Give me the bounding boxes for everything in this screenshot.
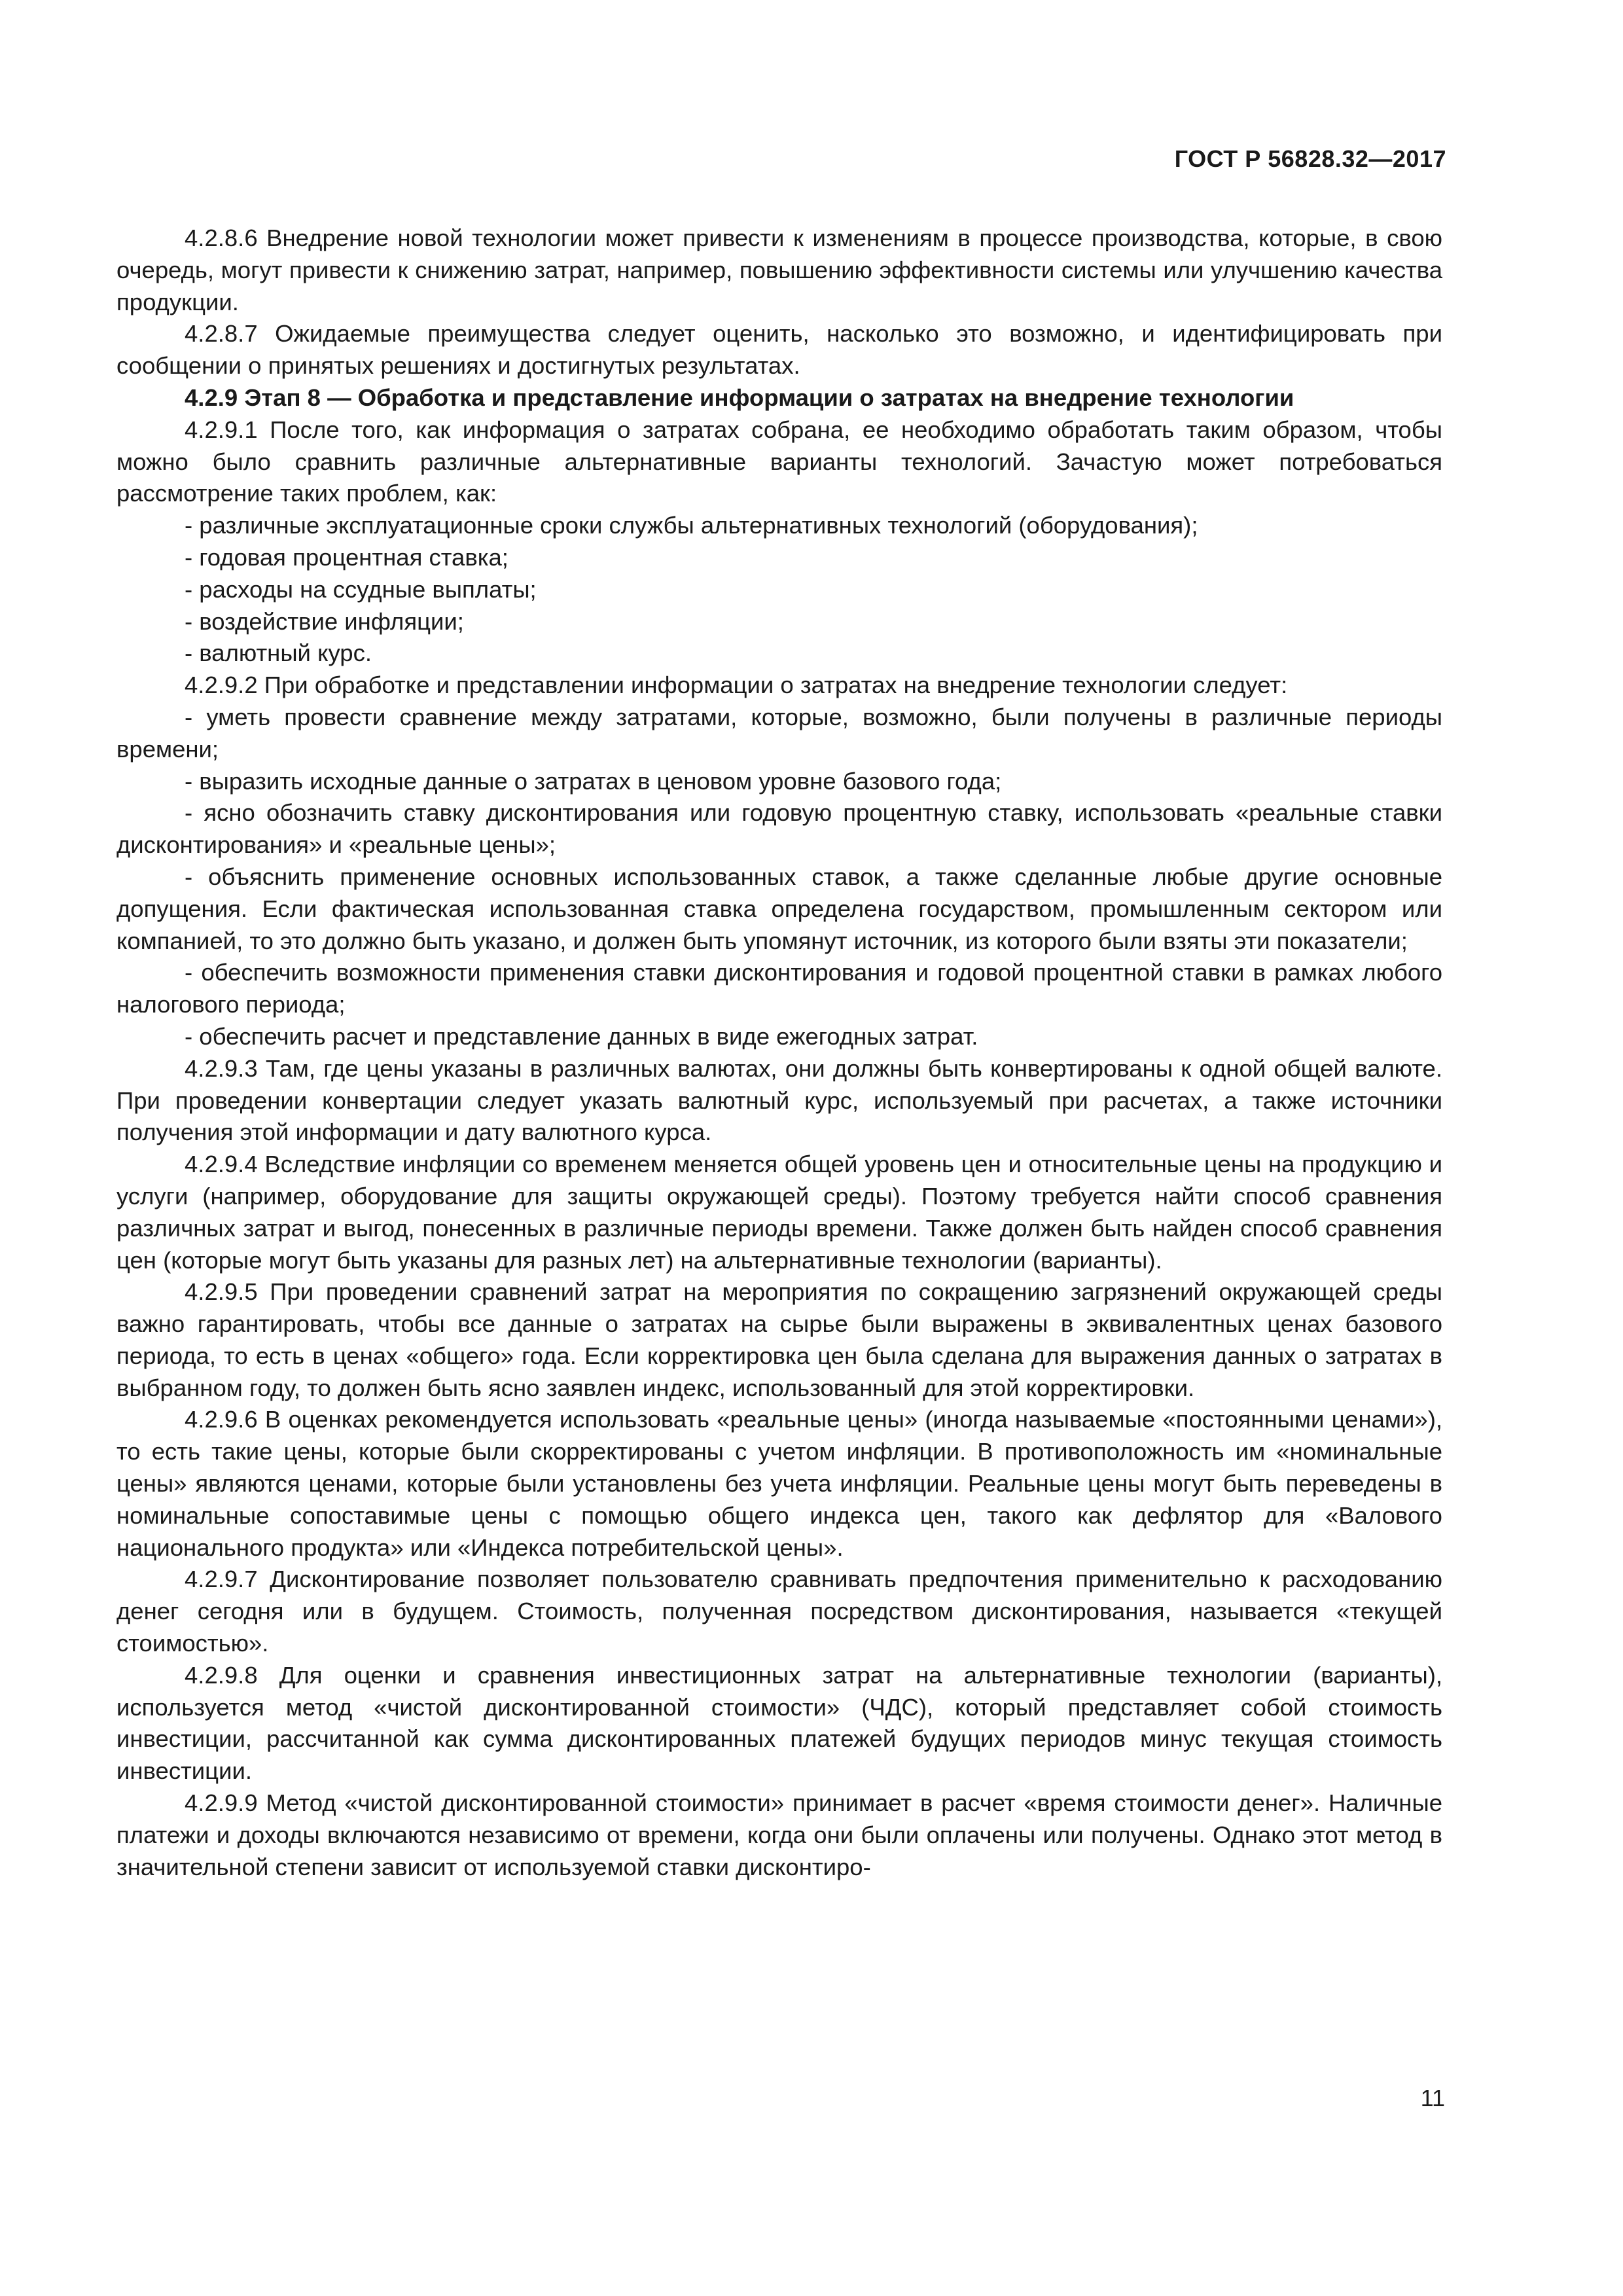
list-item: - выразить исходные данные о затратах в ценовом уровне базового года;	[185, 767, 1002, 795]
paragraph-4-2-9-5: 4.2.9.5 При проведении сравнений затрат на мероприятия по сокращению загрязнений окружающей среды важно гарантировать, чтобы все данные о затратах на сырье были выражены в эквивалентных ценах базового периода, то есть в ценах «общего» года. Если корректировка цен была сделана для выражения данных о затратах в выбранном году, то должен быть ясно заявлен индекс, использованный для этой корректировки.	[116, 1278, 1442, 1401]
paragraph-4-2-9-8: 4.2.9.8 Для оценки и сравнения инвестиционных затрат на альтернативные технологии (варианты), используется метод «чистой дисконтированной стоимости» (ЧДС), который представляет собой стоимость инвестиции, рассчитанной как сумма дисконтированных платежей будущих периодов минус текущая стоимость инвестиции.	[116, 1661, 1442, 1785]
paragraph-4-2-9-3: 4.2.9.3 Там, где цены указаны в различных валютах, они должны быть конвертированы к одной общей валюте. При проведении конвертации следует указать валютный курс, используемый при расчетах, а также источники получения этой информации и дату валютного курса.	[116, 1054, 1442, 1146]
document-code-header: ГОСТ Р 56828.32—2017	[1174, 145, 1446, 172]
paragraph-4-2-9-9: 4.2.9.9 Метод «чистой дисконтированной стоимости» принимает в расчет «время стоимости денег». Наличные платежи и доходы включаются независимо от времени, когда они были оплачены или получены. Однако этот метод в значительной степени зависит от используемой ставки дисконтиро-	[116, 1789, 1442, 1880]
list-item: - обеспечить возможности применения ставки дисконтирования и годовой процентной ставки в рамках любого налогового периода;	[116, 959, 1442, 1018]
paragraph-4-2-9-1: 4.2.9.1 После того, как информация о затратах собрана, ее необходимо обработать таким образом, чтобы можно было сравнить различные альтернативные варианты технологий. Зачастую может потребоваться рассмотрение таких проблем, как:	[116, 416, 1442, 507]
list-item: - годовая процентная ставка;	[185, 543, 508, 571]
document-body	[116, 223, 1442, 1883]
paragraph-4-2-9-6: 4.2.9.6 В оценках рекомендуется использовать «реальные цены» (иногда называемые «постоянными ценами»), то есть такие цены, которые были скорректированы с учетом инфляции. В противоположность им «номинальные цены» являются ценами, которые были установлены без учета инфляции. Реальные цены могут быть переведены в номинальные сопоставимые цены с помощью общего индекса цен, такого как дефлятор для «Валового национального продукта» или «Индекса потребительской цены».	[116, 1406, 1442, 1561]
paragraph-4-2-8-6: 4.2.8.6 Внедрение новой технологии может привести к изменениям в процессе производства, которые, в свою очередь, могут привести к снижению затрат, например, повышению эффективности системы или улучшению качества продукции.	[116, 224, 1442, 315]
page-number: 11	[1420, 2085, 1445, 2111]
list-item: - валютный курс.	[185, 639, 372, 667]
section-heading-4-2-9: 4.2.9 Этап 8 — Обработка и представление информации о затратах на внедрение технологии	[185, 384, 1294, 411]
list-item: - ясно обозначить ставку дисконтирования или годовую процентную ставку, использовать «реальные ставки дисконтирования» и «реальные цены»;	[116, 799, 1442, 859]
paragraph-4-2-9-7: 4.2.9.7 Дисконтирование позволяет пользователю сравнивать предпочтения применительно к расходованию денег сегодня или в будущем. Стоимость, полученная посредством дисконтирования, называется «текущей стоимостью».	[116, 1566, 1442, 1657]
list-item: - объяснить применение основных использованных ставок, а также сделанные любые другие основные допущения. Если фактическая использованная ставка определена государством, промышленным сектором или компанией, то это должно быть указано, и должен быть упомянут источник, из которого были взяты эти показатели;	[116, 863, 1442, 954]
list-item: - уметь провести сравнение между затратами, которые, возможно, были получены в различные периоды времени;	[116, 703, 1442, 762]
paragraph-4-2-8-7: 4.2.8.7 Ожидаемые преимущества следует оценить, насколько это возможно, и идентифицировать при сообщении о принятых решениях и достигнутых результатах.	[116, 320, 1442, 380]
paragraph-4-2-9-2: 4.2.9.2 При обработке и представлении информации о затратах на внедрение технологии следует:	[185, 672, 1288, 699]
list-item: - различные эксплуатационные сроки службы альтернативных технологий (оборудования);	[185, 512, 1198, 539]
list-item: - расходы на ссудные выплаты;	[185, 575, 537, 603]
paragraph-4-2-9-4: 4.2.9.4 Вследствие инфляции со временем меняется общей уровень цен и относительные цены на продукцию и услуги (например, оборудование для защиты окружающей среды). Поэтому требуется найти способ сравнения различных затрат и выгод, понесенных в различные периоды времени. Также должен быть найден способ сравнения цен (которые могут быть указаны для разных лет) на альтернативные технологии (варианты).	[116, 1151, 1442, 1274]
list-item: - воздействие инфляции;	[185, 607, 464, 635]
list-item: - обеспечить расчет и представление данных в виде ежегодных затрат.	[185, 1022, 978, 1050]
